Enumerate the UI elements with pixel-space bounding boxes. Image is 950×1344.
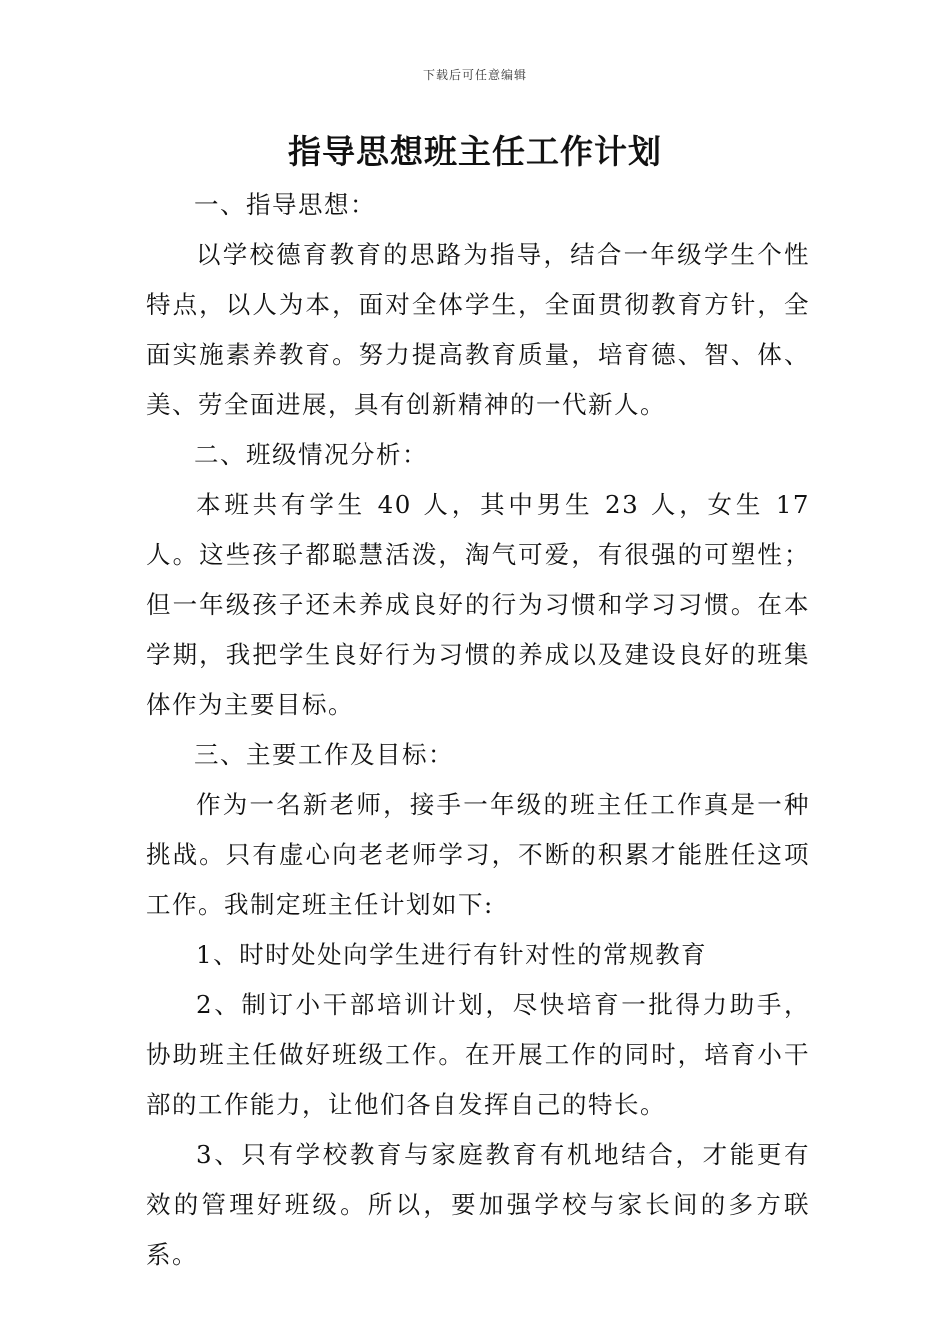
section-heading-main-work: 三、主要工作及目标： [194,740,454,769]
section-heading-class-analysis: 二、班级情况分析： [194,440,428,469]
paragraph-guiding-thought: 以学校德育教育的思路为指导，结合一年级学生个性特点，以人为本，面对全体学生，全面贯彻教育方针，全面实施素养教育。努力提高教育质量，培育德、智、体、美、劳全面进展，具有创新精神的一代新人。 [146,240,810,419]
section-heading-guiding-thought: 一、指导思想： [194,190,376,219]
paragraph-main-work-intro: 作为一名新老师，接手一年级的班主任工作真是一种挑战。只有虚心向老老师学习，不断的积累才能胜任这项工作。我制定班主任计划如下: [146,790,810,919]
list-item-1: 1、时时处处向学生进行有针对性的常规教育 [196,940,708,969]
header-note: 下载后可任意编辑 [422,68,527,82]
document-body [146,180,810,1280]
document-title: 指导思想班主任工作计划 [288,132,662,171]
list-item-2: 2、制订小干部培训计划，尽快培育一批得力助手，协助班主任做好班级工作。在开展工作的同时，培育小干部的工作能力，让他们各自发挥自己的特长。 [146,990,810,1119]
paragraph-class-analysis: 本班共有学生 40 人，其中男生 23 人，女生 17 人。这些孩子都聪慧活泼，淘气可爱，有很强的可塑性；但一年级孩子还未养成良好的行为习惯和学习习惯。在本学期，我把学生良好行为习惯的养成以及建设良好的班集体作为主要目标。 [146,490,810,719]
list-item-3: 3、只有学校教育与家庭教育有机地结合，才能更有效的管理好班级。所以，要加强学校与家长间的多方联系。 [146,1140,810,1269]
